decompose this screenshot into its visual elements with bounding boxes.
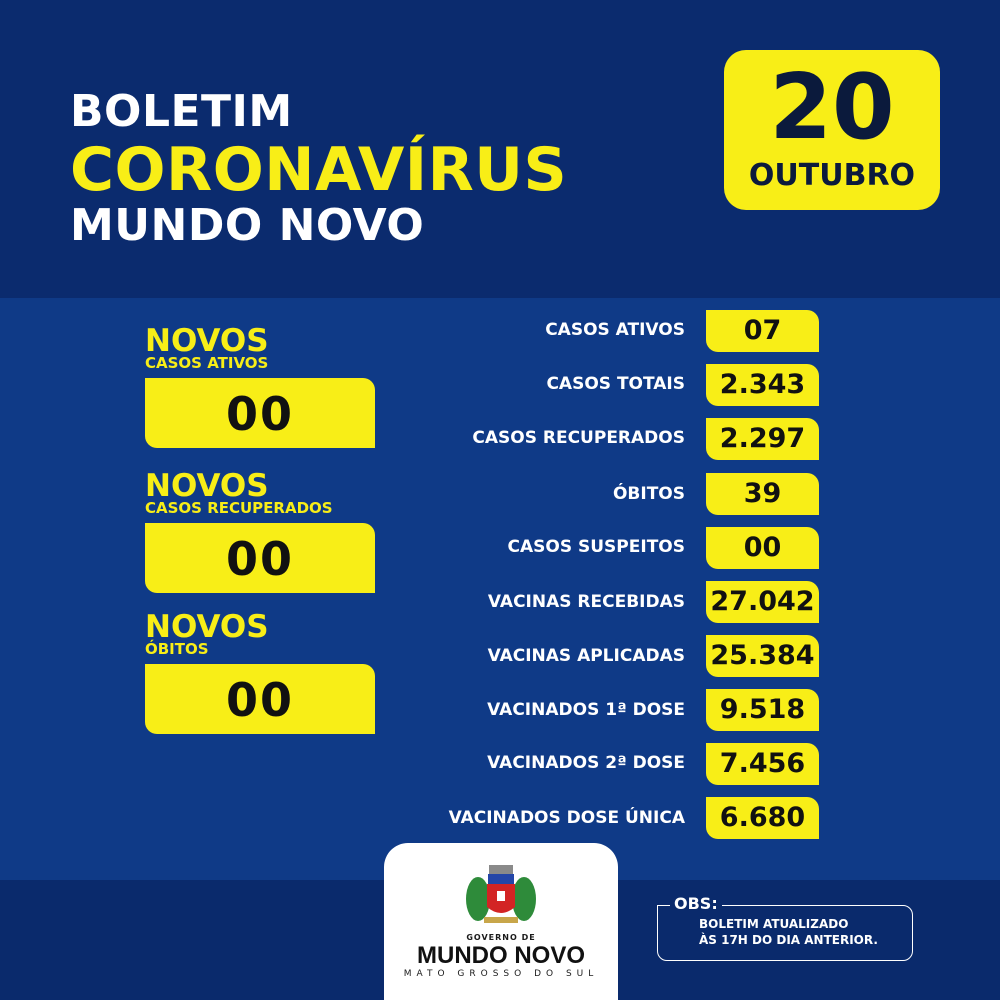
obs-line-2: ÀS 17H DO DIA ANTERIOR.: [699, 933, 878, 947]
stat-value-obitos: 39: [743, 478, 782, 509]
new-recovered-label-small: CASOS RECUPERADOS: [145, 499, 333, 517]
new-recovered-label-big: NOVOS: [145, 468, 269, 504]
stat-value-casos-suspeitos: 00: [743, 532, 782, 563]
stat-box-obitos: [706, 473, 819, 515]
date-badge: [724, 50, 940, 210]
logo-name: MUNDO NOVO: [417, 942, 585, 969]
stat-box-vacinados-2-dose: [706, 743, 819, 785]
new-deaths-label-big: NOVOS: [145, 609, 269, 645]
stat-value-casos-totais: 2.343: [719, 369, 806, 400]
stat-label-vacinas-aplicadas: VACINAS APLICADAS: [487, 646, 685, 666]
logo-subtitle: GOVERNO DE: [466, 933, 536, 942]
new-active-label: [145, 323, 269, 372]
date-month: OUTUBRO: [748, 158, 916, 193]
stat-label-casos-totais: CASOS TOTAIS: [546, 374, 685, 394]
new-active-label-big: NOVOS: [145, 323, 269, 359]
stat-value-vacinas-recebidas: 27.042: [710, 586, 815, 617]
stat-value-vacinas-aplicadas: 25.384: [710, 640, 815, 671]
title-boletim: BOLETIM: [70, 86, 293, 137]
stat-box-casos-recuperados: [706, 418, 819, 460]
stat-box-casos-ativos: [706, 310, 819, 352]
stat-label-vacinas-recebidas: VACINAS RECEBIDAS: [487, 592, 685, 612]
stat-value-vacinados-dose-unica: 6.680: [719, 802, 806, 833]
new-active-box: [145, 378, 375, 448]
stat-box-vacinas-aplicadas: [706, 635, 819, 677]
stat-label-casos-suspeitos: CASOS SUSPEITOS: [507, 537, 685, 557]
new-deaths-label: [145, 609, 269, 658]
stat-label-vacinados-dose-unica: VACINADOS DOSE ÚNICA: [448, 808, 685, 828]
stat-label-obitos: ÓBITOS: [612, 484, 685, 504]
stat-label-casos-ativos: CASOS ATIVOS: [545, 320, 685, 340]
new-recovered-value: 00: [225, 532, 294, 586]
obs-title: OBS:: [670, 894, 722, 913]
stat-box-casos-totais: [706, 364, 819, 406]
stat-label-vacinados-1-dose: VACINADOS 1ª DOSE: [487, 700, 685, 720]
obs-line-1: BOLETIM ATUALIZADO: [699, 917, 849, 931]
logo-state: MATO GROSSO DO SUL: [403, 969, 599, 979]
stat-box-casos-suspeitos: [706, 527, 819, 569]
stat-label-casos-recuperados: CASOS RECUPERADOS: [472, 428, 685, 448]
date-day: 20: [769, 55, 895, 160]
stat-label-vacinados-2-dose: VACINADOS 2ª DOSE: [487, 753, 685, 773]
new-recovered-label: [145, 468, 333, 517]
logo-card: [384, 843, 618, 1000]
new-deaths-label-small: ÓBITOS: [145, 640, 209, 658]
new-recovered-box: [145, 523, 375, 593]
stat-value-vacinados-1-dose: 9.518: [719, 694, 806, 725]
stat-box-vacinas-recebidas: [706, 581, 819, 623]
title-city: MUNDO NOVO: [70, 200, 425, 251]
new-deaths-value: 00: [225, 673, 294, 727]
new-active-value: 00: [225, 387, 294, 441]
stat-box-vacinados-dose-unica: [706, 797, 819, 839]
stat-value-vacinados-2-dose: 7.456: [719, 748, 806, 779]
stat-value-casos-ativos: 07: [743, 315, 782, 346]
title-coronavirus: CORONAVÍRUS: [70, 135, 568, 205]
coat-of-arms-icon: [462, 861, 540, 931]
new-deaths-box: [145, 664, 375, 734]
stat-box-vacinados-1-dose: [706, 689, 819, 731]
new-active-label-small: CASOS ATIVOS: [145, 354, 269, 372]
stat-value-casos-recuperados: 2.297: [719, 423, 806, 454]
